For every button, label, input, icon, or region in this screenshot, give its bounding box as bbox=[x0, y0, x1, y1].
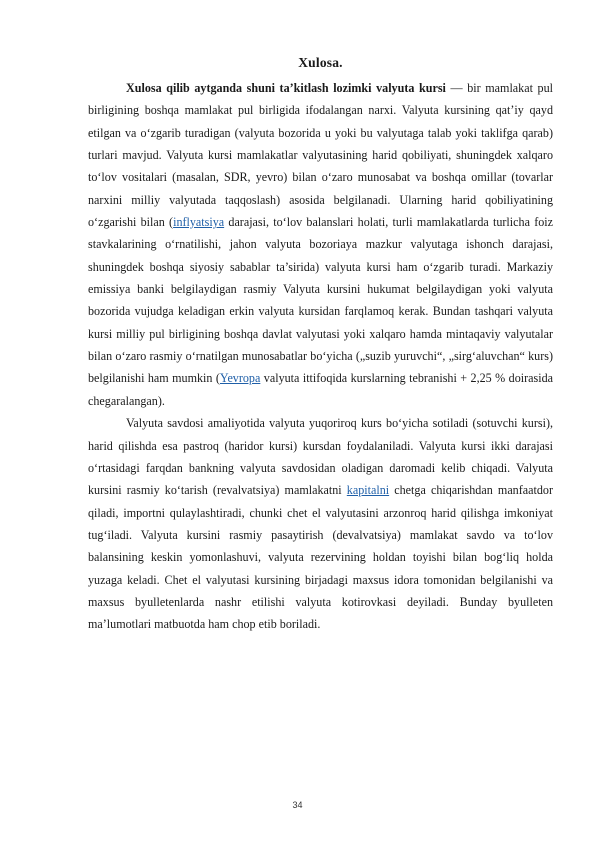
document-page bbox=[88, 54, 553, 636]
page-number: 34 bbox=[292, 800, 303, 810]
paragraph1-text1: — bir mamlakat pul birligining boshqa mamlakat pul birligida ifodalangan narxi. Valyuta kursining qat’iy qayd etilgan va oʻzgarib turadigan (valyuta bozorida u yoki bu valyutaga talab yoki taklifga qarab) turlari mavjud. Valyuta kursi mamlakatlar valyutasining harid qobiliyati, shuningdek xalqaro toʻlov vositalari (masalan, SDR, yevro) bilan oʻzaro munosabat va boshqa omillar (tovarlar narxini milliy valyutada taqqoslash) asosida belgilanadi. Ularning harid qobiliyatining oʻzgarishi bilan ( bbox=[88, 81, 554, 230]
page-title: Xulosa. bbox=[298, 55, 343, 70]
paragraph-currency-trading bbox=[88, 412, 553, 635]
paragraph1-text2: darajasi, toʻlov balanslari holati, turli mamlakatlarda turlicha foiz stavkalarining oʻrnatilishi, jahon valyuta bozoriaya mazkur valyutaga ishonch darajasi, shuningdek boshqa siyosiy sabablar ta’sirida) valyuta kursi ham oʻzgarib turadi. Markaziy emissiya banki belgilaydigan rasmiy Valyuta kursini hukumat belgilaydigan yoki valyuta bozorida vujudga keladigan erkin valyuta kursidan farqlamoq kerak. Bundan tashqari valyuta kursi milliy pul birligining boshqa davlat valyutasi yoki xalqaro hamda mintaqaviy valyutalar bilan oʻzaro rasmiy oʻrnatilgan munosabatlar boʻyicha („suzib yuruvchi“, „sirgʻaluvchan“ kurs) belgilanishi ham mumkin ( bbox=[88, 215, 553, 386]
paragraph1-text3: valyuta ittifoqida kurslarning tebranishi + 2,25 % doirasida chegaralangan). bbox=[88, 371, 553, 408]
link-kapitalni[interactable]: kapitalni bbox=[346, 483, 390, 498]
lead-bold-text: Xulosa qilib aytganda shuni ta’kitlash lozimki valyuta kursi bbox=[126, 81, 446, 95]
paragraph2-text2: chetga chiqarishdan manfaatdor qiladi, importni qulaylashtiradi, chunki chet el valyutasini arzonroq harid qilishga imkoniyat tugʻiladi. Valyuta kursini rasmiy pasaytirish (devalvatsiya) mamlakat savdo va toʻlov balansining keskin yomonlashuvi, valyuta rezervining holdan toyishi bilan bogʻliq holda yuzaga keladi. Chet el valyutasi kursining birjadagi maxsus idora tomonidan belgilanishi va maxsus byulletenlarda nashr etilishi valyuta kotirovkasi deyiladi. Bunday byulleten ma’lumotlari matbuotda ham chop etib boriladi. bbox=[88, 483, 553, 632]
link-inflyatsiya[interactable]: inflyatsiya bbox=[173, 215, 225, 230]
paragraph-exchange-rate-definition bbox=[88, 77, 553, 412]
link-yevropa[interactable]: Yevropa bbox=[219, 371, 261, 386]
paragraph2-text1: Valyuta savdosi amaliyotida valyuta yuqoriroq kurs boʻyicha sotiladi (sotuvchi kursi), harid qilishda esa pastroq (haridor kursi) kursdan foydalaniladi. Valyuta kursi ikki darajasi oʻrtasidagi farqdan bankning valyuta savdosidan oladigan daromadi kelib chiqadi. Valyuta kursini rasmiy koʻtarish (revalvatsiya) mamlakatni bbox=[88, 416, 553, 498]
